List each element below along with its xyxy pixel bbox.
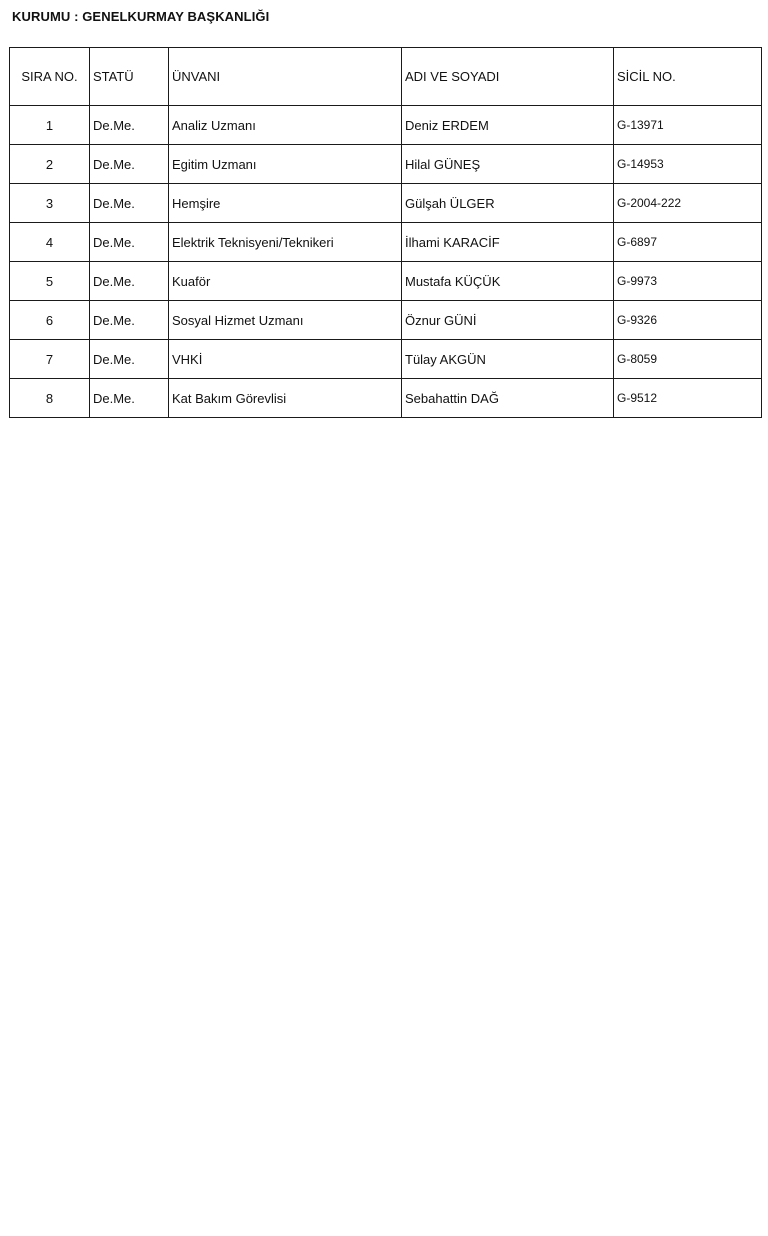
cell-statu: De.Me.	[90, 106, 169, 145]
cell-sicil-no: G-8059	[614, 340, 762, 379]
cell-unvani: Kuaför	[169, 262, 402, 301]
cell-sira-no: 5	[10, 262, 90, 301]
cell-sira-no: 2	[10, 145, 90, 184]
table-row	[10, 301, 762, 340]
cell-adi-soyadi: Sebahattin DAĞ	[402, 379, 614, 418]
header-adi-soyadi: ADI VE SOYADI	[402, 48, 614, 106]
cell-sira-no: 8	[10, 379, 90, 418]
cell-statu: De.Me.	[90, 262, 169, 301]
cell-adi-soyadi: Hilal GÜNEŞ	[402, 145, 614, 184]
table-row	[10, 145, 762, 184]
cell-statu: De.Me.	[90, 145, 169, 184]
cell-sicil-no: G-9973	[614, 262, 762, 301]
cell-adi-soyadi: Tülay AKGÜN	[402, 340, 614, 379]
cell-adi-soyadi: Gülşah ÜLGER	[402, 184, 614, 223]
cell-unvani: Hemşire	[169, 184, 402, 223]
table-row	[10, 106, 762, 145]
cell-sicil-no: G-9326	[614, 301, 762, 340]
cell-unvani: Egitim Uzmanı	[169, 145, 402, 184]
cell-unvani: Analiz Uzmanı	[169, 106, 402, 145]
cell-statu: De.Me.	[90, 223, 169, 262]
cell-unvani: Sosyal Hizmet Uzmanı	[169, 301, 402, 340]
table-row	[10, 262, 762, 301]
table-header-row	[10, 48, 762, 106]
document-title: KURUMU : GENELKURMAY BAŞKANLIĞI	[12, 9, 270, 24]
cell-sicil-no: G-9512	[614, 379, 762, 418]
cell-statu: De.Me.	[90, 379, 169, 418]
cell-sicil-no: G-2004-222	[614, 184, 762, 223]
table-row	[10, 340, 762, 379]
cell-sicil-no: G-13971	[614, 106, 762, 145]
cell-statu: De.Me.	[90, 301, 169, 340]
cell-unvani: VHKİ	[169, 340, 402, 379]
personnel-table	[9, 47, 762, 418]
header-sira-no: SIRA NO.	[10, 48, 90, 106]
table-row	[10, 184, 762, 223]
cell-statu: De.Me.	[90, 340, 169, 379]
cell-unvani: Elektrik Teknisyeni/Teknikeri	[169, 223, 402, 262]
cell-adi-soyadi: İlhami KARACİF	[402, 223, 614, 262]
cell-sira-no: 1	[10, 106, 90, 145]
cell-unvani: Kat Bakım Görevlisi	[169, 379, 402, 418]
cell-sira-no: 6	[10, 301, 90, 340]
table-row	[10, 379, 762, 418]
cell-adi-soyadi: Deniz ERDEM	[402, 106, 614, 145]
header-statu: STATÜ	[90, 48, 169, 106]
table-row	[10, 223, 762, 262]
cell-adi-soyadi: Mustafa KÜÇÜK	[402, 262, 614, 301]
header-unvani: ÜNVANI	[169, 48, 402, 106]
cell-sira-no: 7	[10, 340, 90, 379]
cell-sicil-no: G-6897	[614, 223, 762, 262]
cell-sira-no: 3	[10, 184, 90, 223]
cell-sicil-no: G-14953	[614, 145, 762, 184]
cell-sira-no: 4	[10, 223, 90, 262]
cell-statu: De.Me.	[90, 184, 169, 223]
header-sicil-no: SİCİL NO.	[614, 48, 762, 106]
cell-adi-soyadi: Öznur GÜNİ	[402, 301, 614, 340]
